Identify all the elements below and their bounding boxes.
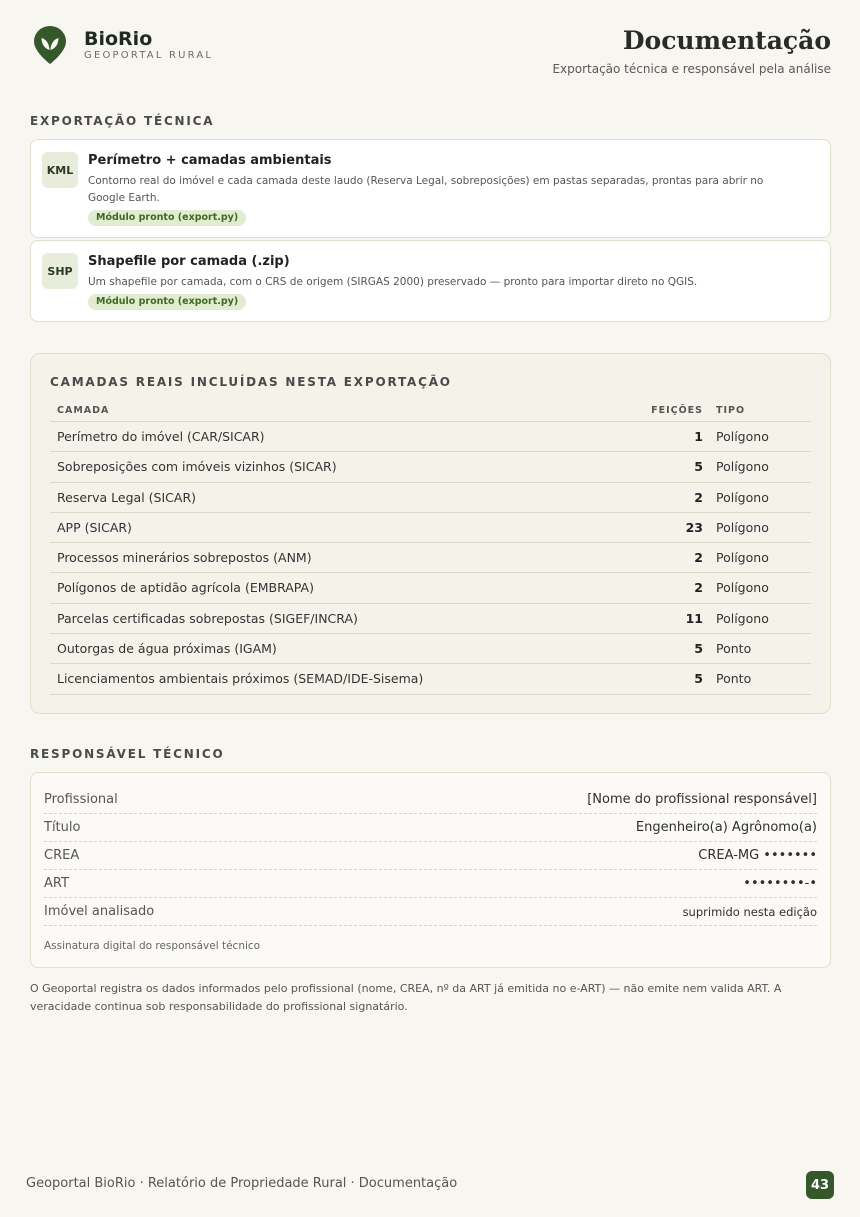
field-value: suprimido nesta edição — [682, 905, 817, 919]
feature-count: 2 — [694, 489, 703, 505]
field-label: Imóvel analisado — [44, 904, 155, 919]
field-value: CREA-MG ••••••• — [698, 848, 817, 863]
status-badge: Módulo pronto (export.py) — [88, 294, 246, 310]
table-row — [50, 634, 811, 664]
page-subtitle: Exportação técnica e responsável pela análise — [552, 62, 831, 76]
table-row — [50, 452, 811, 482]
feature-count: 11 — [685, 610, 703, 626]
column-header-layer: CAMADA — [57, 405, 110, 416]
geometry-type: Polígono — [716, 550, 769, 566]
field-value: [Nome do profissional responsável] — [587, 792, 817, 807]
geometry-type: Polígono — [716, 519, 769, 535]
field-value: ••••••••-• — [743, 876, 817, 891]
kml-badge: KML — [42, 152, 78, 188]
status-badge: Módulo pronto (export.py) — [88, 210, 246, 226]
export-description: Um shapefile por camada, com o CRS de origem (SIRGAS 2000) preservado — pronto para importar direto no QGIS. — [88, 276, 698, 288]
table-row — [50, 604, 811, 634]
export-title: Shapefile por camada (.zip) — [88, 254, 290, 269]
responsible-row-property — [44, 898, 817, 926]
layer-name: APP (SICAR) — [57, 519, 132, 535]
geometry-type: Ponto — [716, 671, 752, 687]
layer-name: Reserva Legal (SICAR) — [57, 489, 197, 505]
feature-count: 5 — [694, 671, 703, 687]
field-label: Título — [44, 820, 81, 835]
field-label: CREA — [44, 848, 80, 863]
export-description: Contorno real do imóvel e cada camada deste laudo (Reserva Legal, sobreposições) em pastas separadas, prontas para abrir no Google Earth. — [88, 175, 764, 204]
feature-count: 23 — [685, 519, 703, 535]
responsible-row-professional — [44, 786, 817, 814]
responsible-row-crea — [44, 842, 817, 870]
footer-text: Geoportal BioRio · Relatório de Propriedade Rural · Documentação — [26, 1176, 458, 1191]
table-row — [50, 422, 811, 452]
export-section-title: EXPORTAÇÃO TÉCNICA — [30, 114, 215, 128]
layers-title: CAMADAS REAIS INCLUÍDAS NESTA EXPORTAÇÃO — [50, 375, 452, 389]
geometry-type: Polígono — [716, 610, 769, 626]
geometry-type: Polígono — [716, 489, 769, 505]
field-label: ART — [44, 876, 69, 891]
disclaimer-text: O Geoportal registra os dados informados pelo profissional (nome, CREA, nº da ART já emitida no e-ART) — não emite nem valida ART. A veracidade continua sob responsabilidade do profissional signatário. — [30, 982, 782, 1013]
export-card-shp[interactable] — [30, 240, 831, 322]
export-card-kml[interactable] — [30, 139, 831, 238]
table-row — [50, 543, 811, 573]
shp-badge: SHP — [42, 253, 78, 289]
field-value: Engenheiro(a) Agrônomo(a) — [635, 820, 817, 835]
brand-name: BioRio — [84, 28, 153, 50]
table-row — [50, 483, 811, 513]
responsible-row-art — [44, 870, 817, 898]
field-label: Profissional — [44, 792, 118, 807]
responsible-section-title: RESPONSÁVEL TÉCNICO — [30, 747, 225, 761]
page-title: Documentação — [622, 26, 831, 55]
table-row — [50, 573, 811, 603]
table-header — [50, 400, 811, 422]
table-row — [50, 513, 811, 543]
leaf-pin-icon — [34, 26, 66, 64]
layer-name: Perímetro do imóvel (CAR/SICAR) — [57, 429, 265, 444]
feature-count: 5 — [694, 641, 703, 657]
feature-count: 5 — [694, 459, 703, 475]
layer-name: Outorgas de água próximas (IGAM) — [57, 641, 277, 657]
geometry-type: Polígono — [716, 429, 769, 444]
geometry-type: Polígono — [716, 459, 769, 475]
signature-label: Assinatura digital do responsável técnico — [44, 940, 261, 952]
geometry-type: Ponto — [716, 641, 752, 657]
feature-count: 2 — [694, 580, 703, 596]
table-row — [50, 664, 811, 694]
feature-count: 2 — [694, 550, 703, 566]
column-header-features: FEIÇÕES — [651, 405, 703, 416]
responsible-panel — [30, 772, 831, 968]
layer-name: Processos minerários sobrepostos (ANM) — [57, 550, 312, 566]
layer-name: Licenciamentos ambientais próximos (SEMAD/IDE-Sisema) — [57, 671, 424, 687]
layer-name: Polígonos de aptidão agrícola (EMBRAPA) — [57, 580, 314, 596]
geometry-type: Polígono — [716, 580, 769, 596]
responsible-row-title — [44, 814, 817, 842]
layers-panel — [30, 353, 831, 714]
page-header — [30, 26, 831, 86]
layer-name: Parcelas certificadas sobrepostas (SIGEF/INCRA) — [57, 610, 358, 626]
export-title: Perímetro + camadas ambientais — [88, 153, 332, 168]
layer-name: Sobreposições com imóveis vizinhos (SICAR) — [57, 459, 337, 475]
page-number: 43 — [806, 1171, 834, 1199]
brand-subtitle: GEOPORTAL RURAL — [84, 50, 214, 61]
feature-count: 1 — [694, 429, 703, 444]
layers-table — [50, 400, 811, 695]
column-header-type: TIPO — [716, 405, 746, 416]
